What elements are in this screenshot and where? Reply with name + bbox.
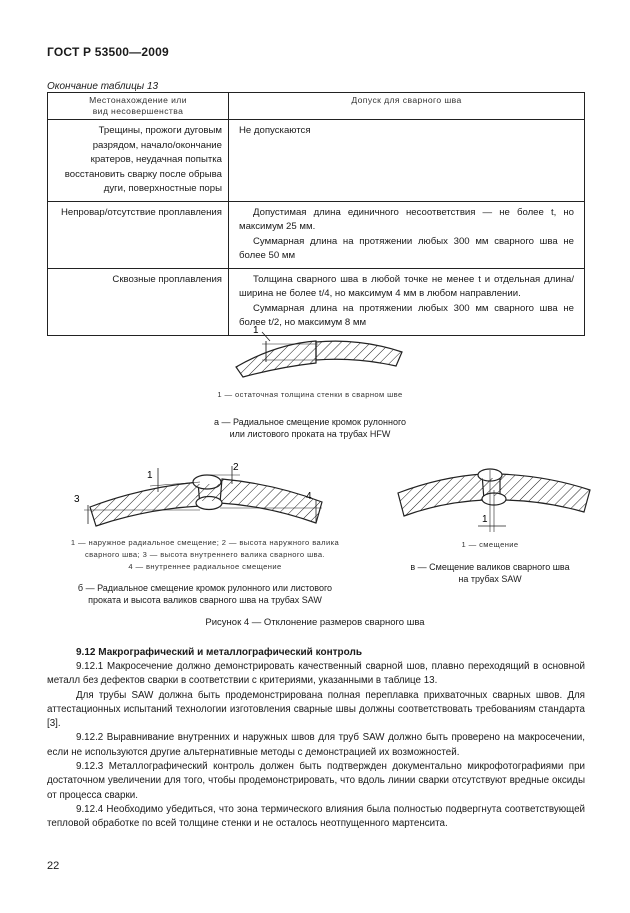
figure-b-legend-line2: сварного шва; 3 — высота внутреннего валика сварного шва. (84, 550, 326, 559)
section-heading: 9.12 Макрографический и металлографический контроль (76, 647, 362, 658)
column-header-tolerance: Допуск для сварного шва (229, 93, 585, 120)
tolerance-text: Не допускаются (239, 125, 311, 136)
document-id: ГОСТ Р 53500—2009 (47, 45, 169, 59)
figure-title: Рисунок 4 — Отклонение размеров сварного шва (205, 617, 425, 628)
defect-cell: Сквозные проплавления (48, 268, 229, 335)
figure-b-left-plate (90, 482, 200, 526)
column-header-location-line2: вид несовершенства (92, 106, 184, 116)
figure-c-right-plate (500, 474, 590, 512)
figure-a-caption-line1: а — Радиальное смещение кромок рулонного (213, 417, 407, 427)
figure-c-caption-line2: на трубах SAW (458, 574, 522, 584)
figure-c-left-plate (398, 474, 484, 516)
tolerance-text: Суммарная длина на протяжении любых 300 мм сварного шва не более t/2, но максимум 8 мм (239, 302, 574, 328)
figure-c-caption-line1: в — Смещение валиков сварного шва (410, 562, 570, 572)
figure-a-legend: 1 — остаточная толщина стенки в сварном шве (217, 390, 403, 399)
body-paragraph: 9.12.2 Выравнивание внутренних и наружных швов для труб SAW должно быть проверено на макросечении, если не используются другие альтернативные методы с демонстрацией их возможностей. (47, 732, 585, 758)
figure-c-legend: 1 — смещение (461, 540, 519, 549)
table-caption: Окончание таблицы 13 (47, 81, 159, 92)
figure-b-legend-line3: 4 — внутреннее радиальное смещение (128, 562, 282, 571)
figure-a-marker-1: 1 (253, 325, 259, 336)
figure-b-weld-core (196, 484, 222, 501)
figure-a-leader-line (262, 332, 270, 341)
figure-b-legend-line1: 1 — наружное радиальное смещение; 2 — высота наружного валика (70, 538, 340, 547)
body-paragraph: 9.12.1 Макросечение должно демонстрировать качественный сварной шов, плавно переходящий в основной металл без дефектов сварки в соответствии с критериями, указанными в таблице 13. (47, 661, 585, 687)
figure-b-caption-line1: б — Радиальное смещение кромок рулонного или листового (77, 583, 333, 593)
figure-b-caption (40, 582, 370, 606)
tolerance-text: Допустимая длина единичного несоответствия — не более t, но максимум 25 мм. (239, 206, 574, 232)
figure-b-marker-2: 2 (233, 462, 239, 473)
body-paragraph: 9.12.3 Металлографический контроль должен быть подтвержден документально микрофотографиями при достаточном увеличении для того, чтобы продемонстрировать, что вдоль линии сварки отсутствуют вредные оксиды от процесса сварки. (47, 761, 585, 801)
body-paragraph: Для трубы SAW должна быть продемонстрирована полная переплавка прихваточных сварных швов. Для аттестационных испытаний технологии изготовления сварные швы должны соответствовать требованиям стандарта [3]. (47, 689, 585, 730)
figure-c-marker-1: 1 (482, 514, 488, 525)
tolerance-text: Толщина сварного шва в любой точке не менее t и отдельная длина/ширина не более t/4, но максимум 4 мм в любом направлении. (239, 273, 574, 299)
defect-cell: Непровар/отсутствие проплавления (48, 201, 229, 268)
figure-b-caption-line2: проката и высота валиков сварного шва на трубах SAW (88, 595, 322, 605)
figure-a-drawing (236, 325, 402, 377)
figure-b-marker-4: 4 (306, 491, 312, 502)
body-paragraph: 9.12.4 Необходимо убедиться, что зона термического влияния была полностью подвергнута соответствующей тепловой обработке по всей толщине стенки и не осталось неотпущенного мартенсита. (47, 803, 585, 830)
tolerance-text: Суммарная длина на протяжении любых 300 мм сварного шва не более 50 мм (239, 235, 574, 261)
figure-a-left-plate (236, 341, 316, 377)
figure-a-caption (150, 416, 470, 440)
defect-cell: Трещины, прожоги дуговым разрядом, начало/окончание кратеров, неудачная попытка восстановить сварку после обрыва дуги, поверхностные поры (48, 120, 229, 202)
figure-c-caption (375, 561, 605, 585)
figure-c-drawing (398, 469, 590, 532)
figure-a-caption-line2: или листового проката на трубах HFW (229, 429, 391, 439)
figure-c-weld-core (482, 478, 502, 496)
page-number: 22 (47, 860, 60, 872)
figure-b-marker-3: 3 (74, 494, 80, 505)
figure-b-marker-1: 1 (147, 470, 153, 481)
figure-a-right-plate (316, 341, 402, 366)
figure-b-legend (40, 537, 370, 573)
section-body (47, 660, 585, 832)
column-header-location-line1: Местонахождение или (89, 95, 187, 105)
figure-b-drawing (74, 462, 322, 526)
